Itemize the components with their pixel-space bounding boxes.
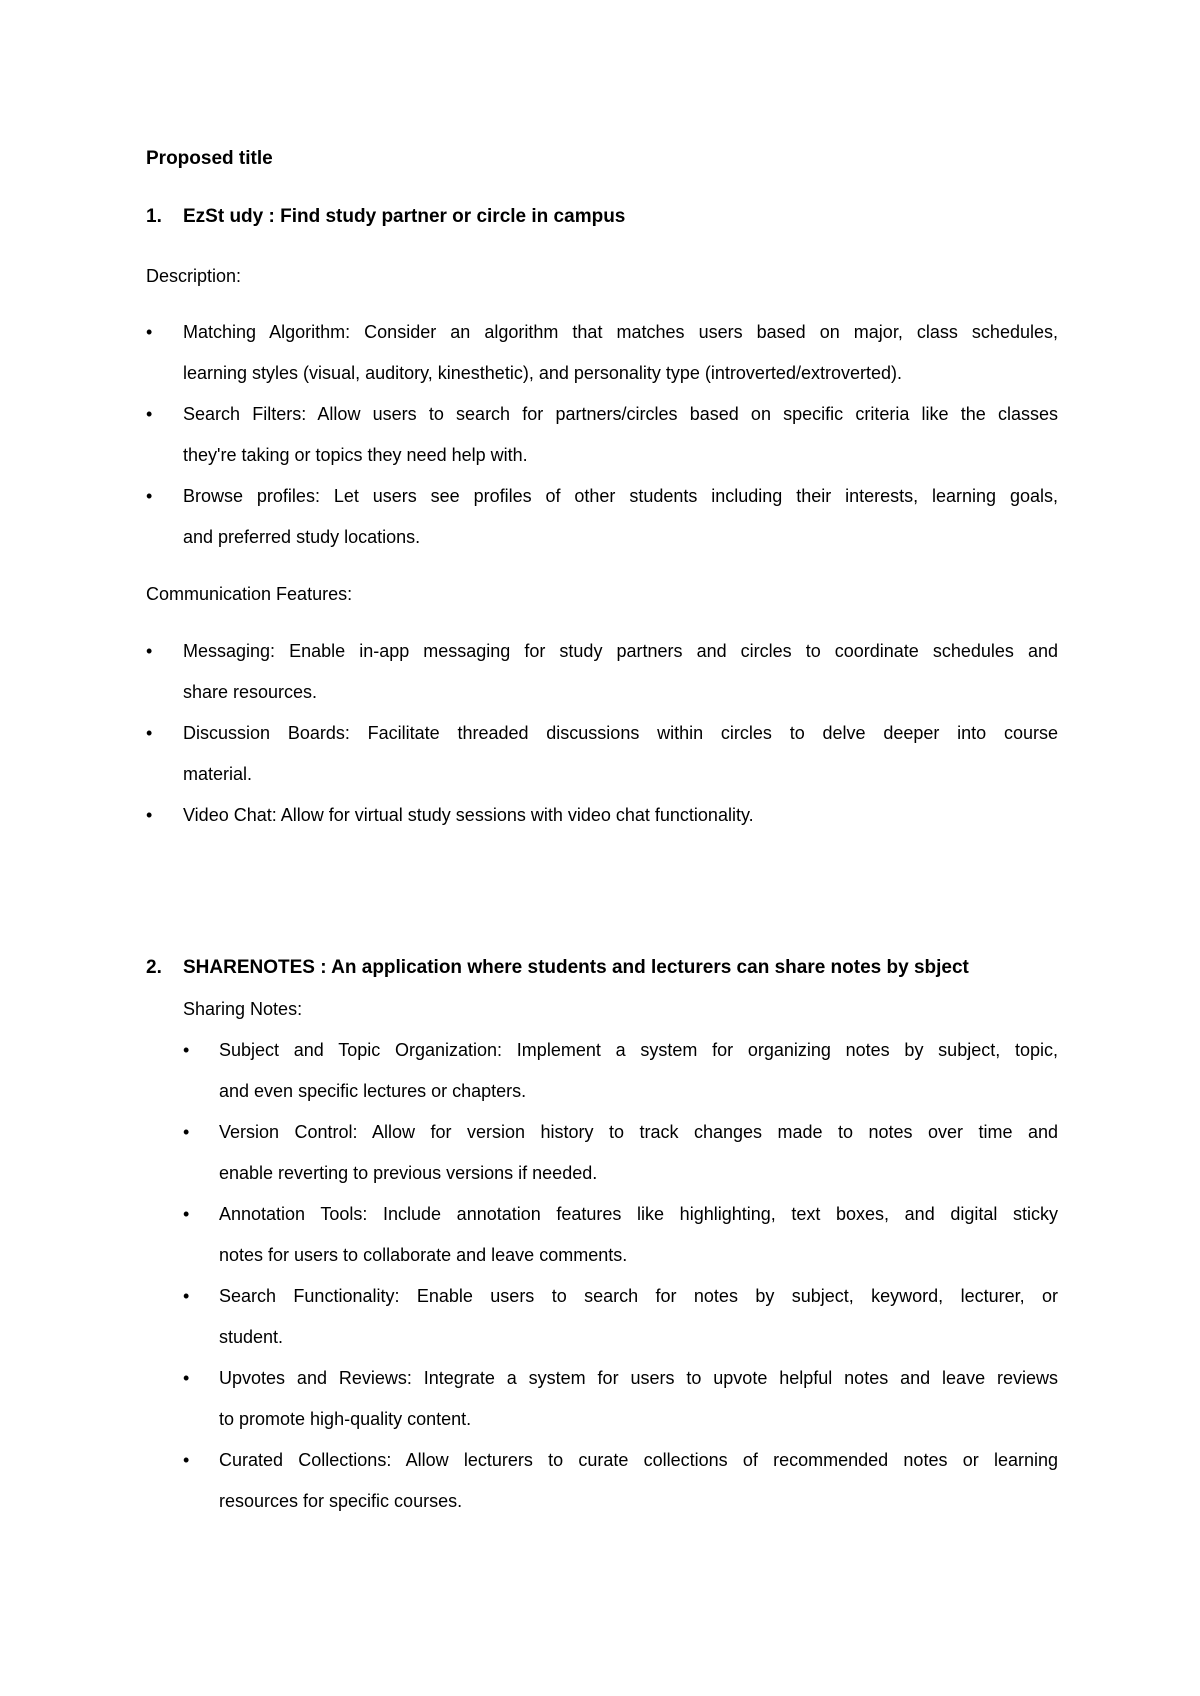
sharing-bullet-6-line2: resources for specific courses. <box>219 1491 463 1511</box>
sharing-bullet-2-line1: Version Control: Allow for version history to track changes made to notes over time and <box>219 1122 1058 1142</box>
sharing-bullet-2-line2: enable reverting to previous versions if needed. <box>219 1163 598 1183</box>
bullet-icon: • <box>183 1040 190 1060</box>
bullet-icon: • <box>146 404 153 424</box>
communication-bullet-3-line1: Video Chat: Allow for virtual study sessions with video chat functionality. <box>183 805 754 825</box>
sharing-bullet-4-line2: student. <box>219 1327 284 1347</box>
bullet-icon: • <box>183 1204 190 1224</box>
sharing-bullet-1-line2: and even specific lectures or chapters. <box>219 1081 527 1101</box>
bullet-icon: • <box>183 1450 190 1470</box>
communication-bullet-1-line1: Messaging: Enable in-app messaging for study partners and circles to coordinate schedules and <box>183 641 1058 661</box>
bullet-icon: • <box>183 1368 190 1388</box>
item2-title: SHARENOTES : An application where students and lecturers can share notes by sbject <box>183 957 969 978</box>
bullet-icon: • <box>146 322 153 342</box>
bullet-icon: • <box>183 1286 190 1306</box>
communication-bullet-1-line2: share resources. <box>183 682 318 702</box>
item1-title: EzSt udy : Find study partner or circle in campus <box>183 206 626 227</box>
description-bullet-2-line2: they're taking or topics they need help with. <box>183 445 528 465</box>
communication-label: Communication Features: <box>146 584 353 604</box>
sharing-bullet-6-line1: Curated Collections: Allow lecturers to curate collections of recommended notes or learning <box>219 1450 1058 1470</box>
bullet-icon: • <box>146 805 153 825</box>
bullet-icon: • <box>146 486 153 506</box>
sharing-bullet-4-line1: Search Functionality: Enable users to search for notes by subject, keyword, lecturer, or <box>219 1286 1058 1306</box>
bullet-icon: • <box>146 723 153 743</box>
sharing-bullet-5-line1: Upvotes and Reviews: Integrate a system for users to upvote helpful notes and leave reviews <box>219 1368 1058 1388</box>
proposed-title-heading: Proposed title <box>146 148 273 169</box>
description-bullet-1-line1: Matching Algorithm: Consider an algorithm that matches users based on major, class schedules, <box>183 322 1058 342</box>
sharing-bullet-1-line1: Subject and Topic Organization: Implement a system for organizing notes by subject, topic, <box>219 1040 1058 1060</box>
description-bullet-1-line2: learning styles (visual, auditory, kinesthetic), and personality type (introverted/extroverted). <box>183 363 902 383</box>
bullet-icon: • <box>183 1122 190 1142</box>
sharing-bullet-3-line2: notes for users to collaborate and leave comments. <box>219 1245 628 1265</box>
sharing-bullet-5-line2: to promote high-quality content. <box>219 1409 472 1429</box>
description-bullet-2-line1: Search Filters: Allow users to search for partners/circles based on specific criteria like the classes <box>183 404 1058 424</box>
description-label: Description: <box>146 266 242 286</box>
item2-number: 2. <box>146 957 162 978</box>
communication-bullet-2-line1: Discussion Boards: Facilitate threaded discussions within circles to delve deeper into course <box>183 723 1058 743</box>
sharing-notes-label: Sharing Notes: <box>183 999 303 1019</box>
communication-bullet-2-line2: material. <box>183 764 253 784</box>
bullet-icon: • <box>146 641 153 661</box>
sharing-bullet-3-line1: Annotation Tools: Include annotation features like highlighting, text boxes, and digital sticky <box>219 1204 1058 1224</box>
description-bullet-3-line1: Browse profiles: Let users see profiles of other students including their interests, learning goals, <box>183 486 1058 506</box>
description-bullet-3-line2: and preferred study locations. <box>183 527 421 547</box>
item1-number: 1. <box>146 206 162 227</box>
